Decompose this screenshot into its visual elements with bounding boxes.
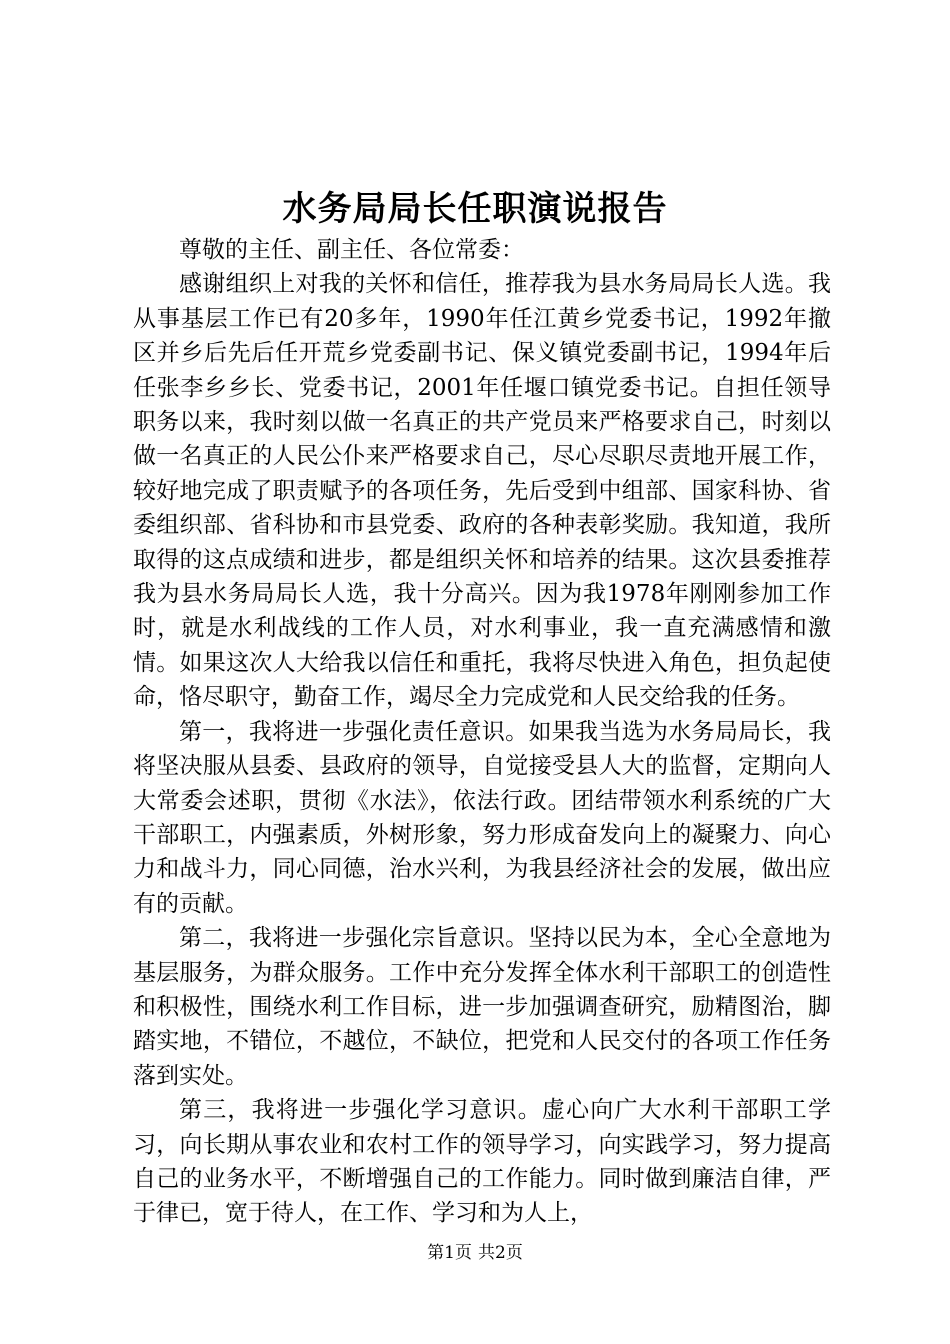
- page-total: 共2页: [478, 1243, 523, 1263]
- intro-paragraph: 感谢组织上对我的关怀和信任，推荐我为县水务局局长人选。我从事基层工作已有20多年，1990年任江黄乡党委书记，1992年撤区并乡后先后任开荒乡党委副书记、保义镇党委副书记，1994年后任张李乡乡长、党委书记，2001年任堰口镇党委书记。自担任领导职务以来，我时刻以做一名真正的共产党员来严格要求自己，时刻以做一名真正的人民公仆来严格要求自己，尽心尽职尽责地开展工作，较好地完成了职责赋予的各项任务，先后受到中组部、国家科协、省委组织部、省科协和市县党委、政府的各种表彰奖励。我知道，我所取得的这点成绩和进步，都是组织关怀和培养的结果。这次县委推荐我为县水务局局长人选，我十分高兴。因为我1978年刚刚参加工作时，就是水利战线的工作人员，对水利事业，我一直充满感情和激情。如果这次人大给我以信任和重托，我将尽快进入角色，担负起使命，恪尽职守，勤奋工作，竭尽全力完成党和人民交给我的任务。: [133, 271, 831, 711]
- point-three-paragraph: 第三，我将进一步强化学习意识。虚心向广大水利干部职工学习，向长期从事农业和农村工作的领导学习，向实践学习，努力提高自己的业务水平，不断增强自己的工作能力。同时做到廉洁自律，严于律已，宽于待人，在工作、学习和为人上，: [133, 1097, 831, 1227]
- page-footer: [0, 1241, 950, 1265]
- document-title: 水务局局长任职演说报告: [282, 189, 668, 229]
- salutation-paragraph: 尊敬的主任、副主任、各位常委：: [179, 237, 524, 263]
- page-number: 第1页: [427, 1243, 472, 1263]
- document-body: [133, 233, 831, 1231]
- point-two-paragraph: 第二，我将进一步强化宗旨意识。坚持以民为本，全心全意地为基层服务，为群众服务。工作中充分发挥全体水利干部职工的创造性和积极性，围绕水利工作目标，进一步加强调查研究，励精图治，脚踏实地，不错位，不越位，不缺位，把党和人民交付的各项工作任务落到实处。: [133, 925, 831, 1089]
- point-one-paragraph: 第一，我将进一步强化责任意识。如果我当选为水务局局长，我将坚决服从县委、县政府的领导，自觉接受县人大的监督，定期向人大常委会述职，贯彻《水法》，依法行政。团结带领水利系统的广大干部职工，内强素质，外树形象，努力形成奋发向上的凝聚力、向心力和战斗力，同心同德，治水兴利，为我县经济社会的发展，做出应有的贡献。: [133, 718, 831, 917]
